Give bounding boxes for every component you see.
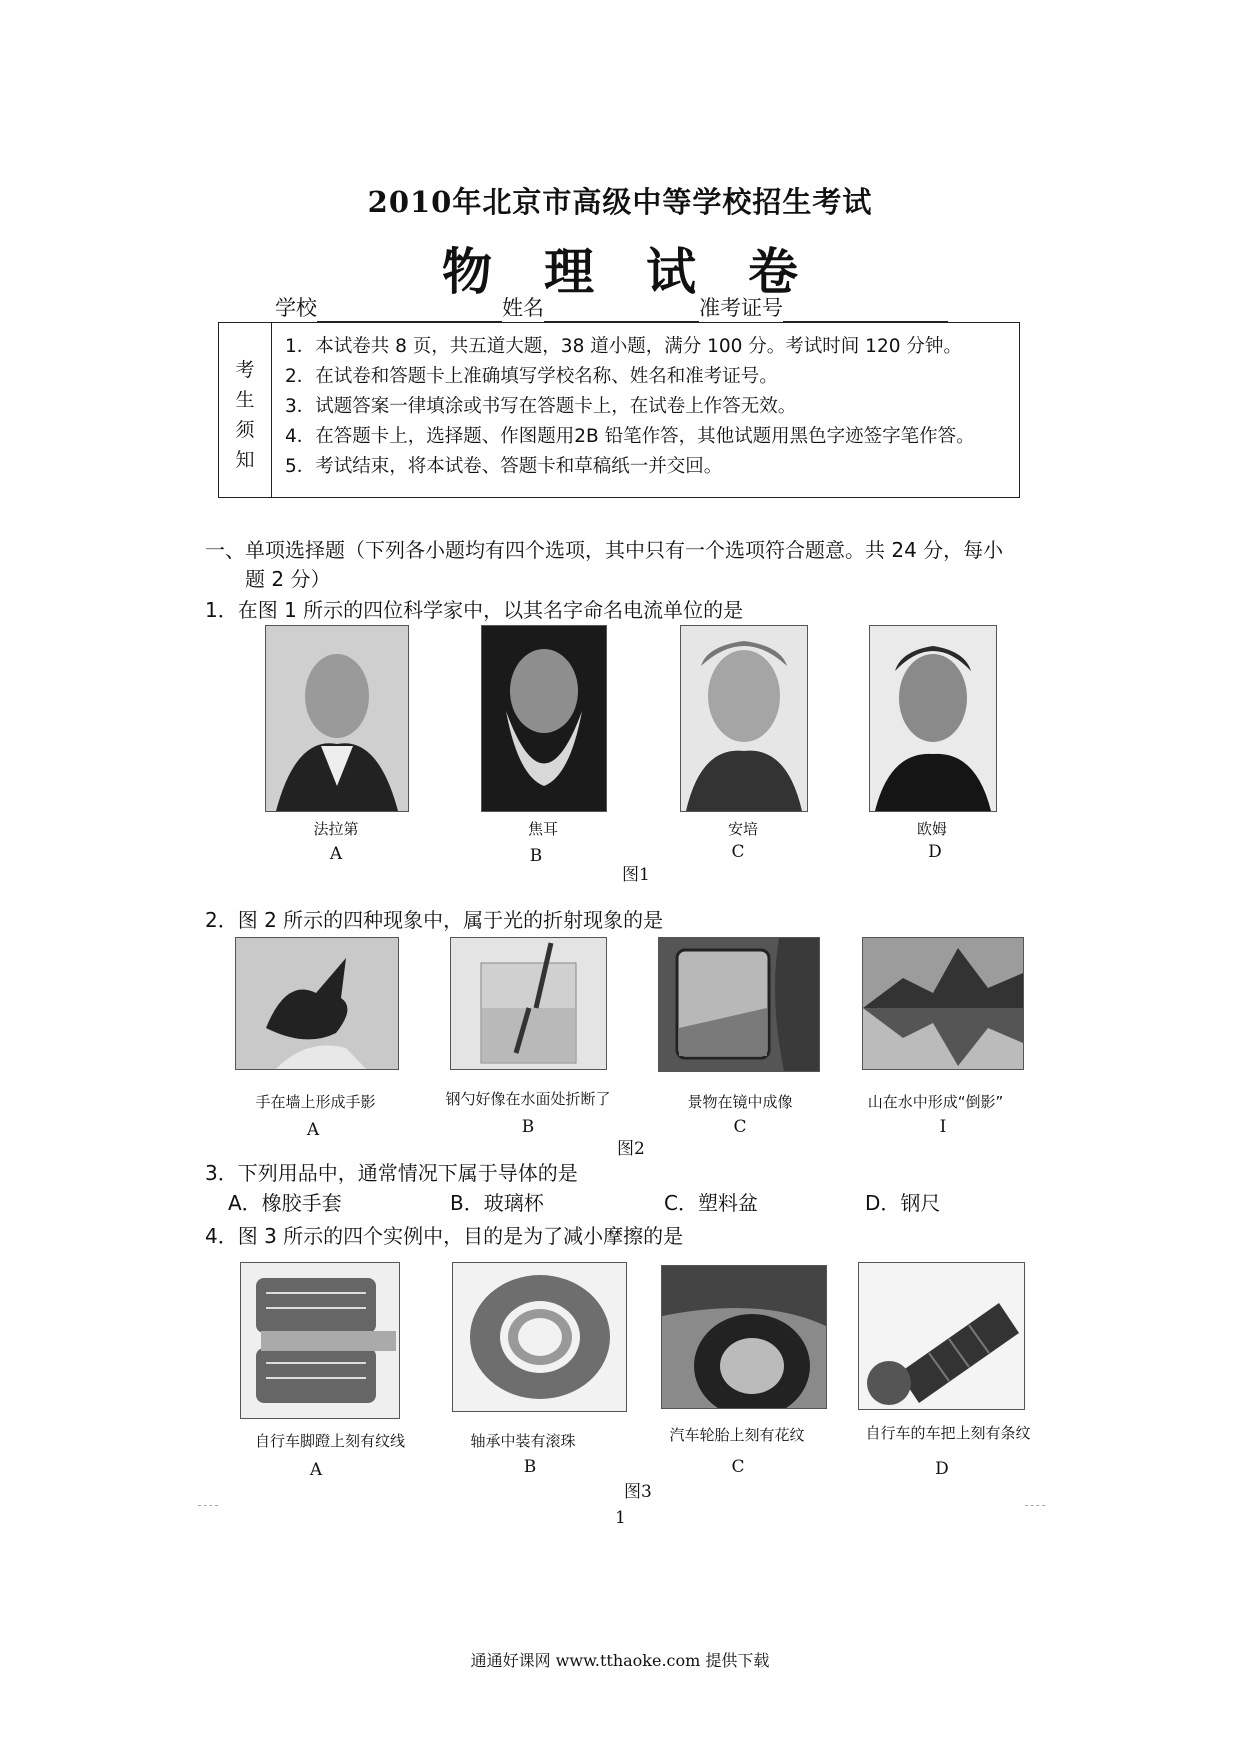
bicycle-pedal-photo	[240, 1262, 400, 1419]
notice-item: 5．考试结束，将本试卷、答题卡和草稿纸一并交回。	[285, 456, 723, 477]
caption-faraday: 法拉第	[313, 820, 359, 838]
footer-credit: 通通好课网 www.tthaoke.com 提供下载	[470, 1651, 770, 1670]
notice-char: 知	[235, 449, 255, 471]
exam-id-label: 准考证号	[699, 296, 783, 320]
figure-1-label: 图1	[622, 865, 650, 885]
ball-bearing-photo	[452, 1262, 627, 1412]
section-heading: 一、单项选择题（下列各小题均有四个选项，其中只有一个选项符合题意。共 24 分，每小	[205, 538, 1004, 562]
ohm-portrait	[869, 625, 997, 812]
mountain-reflection-photo	[862, 937, 1024, 1070]
caption-ampere: 安培	[727, 820, 758, 838]
figure-3-label: 图3	[624, 1482, 652, 1502]
notice-item: 4．在答题卡上，选择题、作图题用2B 铅笔作答，其他试题用黑色字迹签字笔作答。	[285, 426, 975, 447]
exam-id-blank[interactable]	[783, 301, 948, 322]
subtitle-char: 试	[646, 242, 696, 301]
joule-portrait	[481, 625, 607, 812]
option-letter: A	[329, 844, 343, 864]
notice-item: 1．本试卷共 8 页，共五道大题，38 道小题，满分 100 分。考试时间 120 分钟。	[285, 336, 962, 357]
caption-ohm: 欧姆	[916, 820, 947, 838]
school-label: 学校	[275, 296, 317, 320]
name-blank[interactable]	[544, 301, 699, 322]
subtitle-char: 物	[442, 242, 492, 301]
notice-char: 须	[235, 419, 255, 441]
caption-bearing: 轴承中装有滚珠	[470, 1432, 576, 1450]
page-number: 1	[615, 1508, 626, 1528]
bike-handle-photo	[858, 1262, 1025, 1410]
option-c: C．塑料盆	[664, 1191, 758, 1215]
page-divider	[198, 1505, 218, 1506]
faraday-portrait	[265, 625, 409, 812]
notice-item: 2．在试卷和答题卡上准确填写学校名称、姓名和准考证号。	[285, 366, 778, 387]
option-d: D．钢尺	[865, 1191, 941, 1215]
school-blank[interactable]	[317, 301, 502, 322]
hand-shadow-photo	[235, 937, 399, 1070]
caption-hand-shadow: 手在墙上形成手影	[255, 1093, 376, 1111]
subtitle-char: 理	[544, 242, 594, 301]
car-tire-photo	[661, 1265, 827, 1409]
option-letter: C	[731, 842, 745, 862]
caption-pedal: 自行车脚蹬上刻有纹线	[254, 1432, 405, 1450]
mirror-image-photo	[658, 937, 820, 1072]
question-2: 2．图 2 所示的四种现象中，属于光的折射现象的是	[205, 908, 664, 932]
option-letter: A	[306, 1120, 320, 1140]
caption-spoon: 钢勺好像在水面处折断了	[445, 1090, 611, 1108]
option-letter: A	[309, 1460, 323, 1480]
subtitle-char: 卷	[748, 242, 798, 301]
notice-box	[218, 322, 1020, 498]
notice-item: 3．试题答案一律填涂或书写在答题卡上，在试卷上作答无效。	[285, 396, 797, 417]
question-3: 3．下列用品中，通常情况下属于导体的是	[205, 1161, 578, 1185]
ampere-portrait	[680, 625, 808, 812]
caption-reflection: 山在水中形成“倒影”	[867, 1093, 1004, 1111]
option-letter: D	[928, 842, 942, 862]
section-heading-cont: 题 2 分）	[245, 567, 331, 591]
caption-joule: 焦耳	[527, 820, 558, 838]
name-label: 姓名	[502, 296, 544, 320]
option-letter: B	[523, 1457, 537, 1477]
notice-side-label	[219, 323, 272, 497]
notice-char: 生	[235, 389, 255, 411]
student-info-row	[275, 292, 948, 322]
option-letter: D	[935, 1459, 949, 1479]
option-letter: C	[731, 1457, 745, 1477]
option-letter: C	[733, 1117, 747, 1137]
question-1: 1．在图 1 所示的四位科学家中，以其名字命名电流单位的是	[205, 598, 744, 622]
option-letter: I	[939, 1117, 947, 1137]
caption-tire: 汽车轮胎上刻有花纹	[669, 1426, 805, 1444]
option-b: B．玻璃杯	[450, 1191, 544, 1215]
spoon-in-water-photo	[450, 937, 607, 1070]
caption-mirror: 景物在镜中成像	[687, 1093, 793, 1111]
question-4: 4．图 3 所示的四个实例中，目的是为了减小摩擦的是	[205, 1224, 684, 1248]
option-letter: B	[521, 1117, 535, 1137]
page-divider	[1025, 1505, 1045, 1506]
exam-title: 2010年北京市高级中等学校招生考试	[367, 185, 873, 219]
option-a: A．橡胶手套	[228, 1191, 342, 1215]
figure-2-label: 图2	[617, 1139, 645, 1159]
notice-char: 考	[235, 359, 255, 381]
caption-handle: 自行车的车把上刻有条纹	[865, 1424, 1031, 1442]
notice-list	[285, 332, 975, 482]
option-letter: B	[529, 846, 543, 866]
